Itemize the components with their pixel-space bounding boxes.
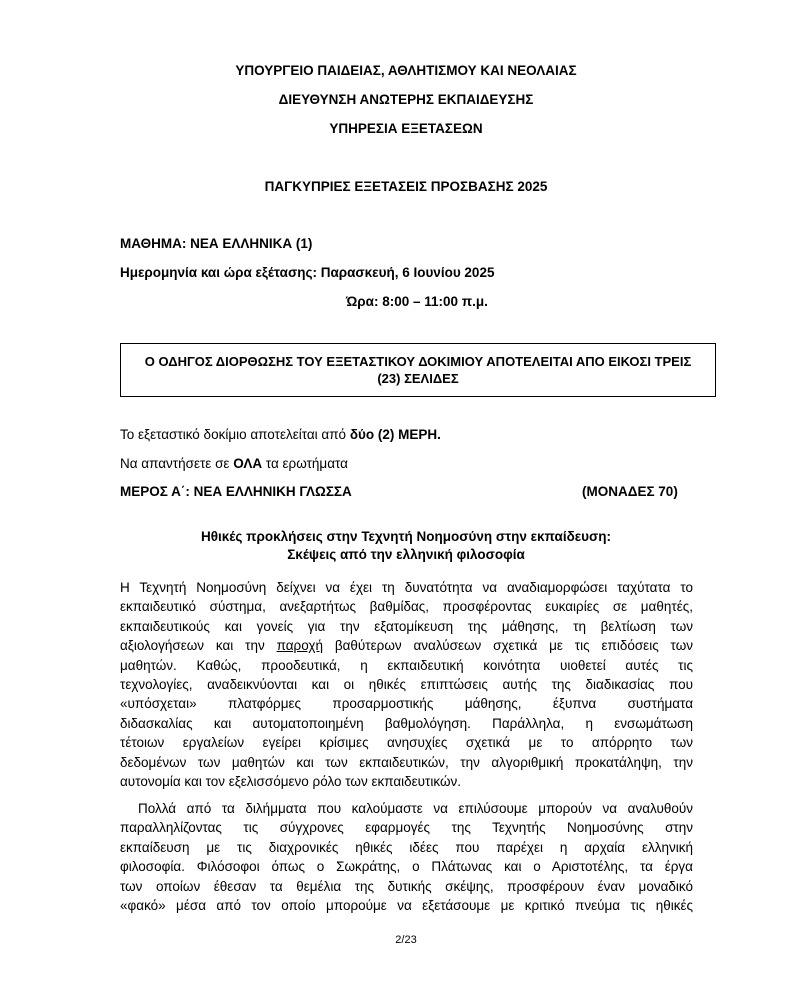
instruction-answer-all [120,456,348,471]
text-line: εκπαιδευτικό σύστημα, ανεξαρτήτως βαθμίδας, προσφέροντας ευκαιρίες σε μαθητές, [120,599,693,615]
exam-time-line: Ώρα: 8:00 – 11:00 π.μ. [346,294,488,309]
text-line: μαθητών. Καθώς, προοδευτικά, η εκπαιδευτική κοινότητα υιοθετεί αυτές τις [120,657,693,673]
instruction-parts-bold: δύο (2) ΜΕΡΗ. [349,427,441,442]
directorate-heading: ΔΙΕΥΘΥΝΣΗ ΑΝΩΤΕΡΗΣ ΕΚΠΑΙΔΕΥΣΗΣ [278,92,534,107]
part-a-marks: (ΜΟΝΑΔΕΣ 70) [582,484,678,499]
instruction-answer-bold: ΟΛΑ [233,456,263,471]
notice-box: Ο ΟΔΗΓΟΣ ΔΙΟΡΘΩΣΗΣ ΤΟΥ ΕΞΕΤΑΣΤΙΚΟΥ ΔΟΚΙΜΙΟΥ ΑΠΟΤΕΛΕΙΤΑΙ ΑΠΟ ΕΙΚΟΣΙ ΤΡΕΙΣ (23) ΣΕΛΙΔΕΣ [120,343,716,397]
text-line: «υπόσχεται» πλατφόρμες προσαρμοστικής μάθησης, έξυπνα συστήματα [120,696,693,712]
text-line: τεχνολογίες, αναδεικνύονται και οι ηθικές επιπτώσεις αυτής της διαδικασίας που [120,676,693,692]
instruction-answer-text: Να απαντήσετε σε [120,456,234,471]
text-line: «φακό» μέσα από τον οποίο μπορούμε να εξετάσουμε με κριτικό πνεύμα τις ηθικές [120,897,693,913]
instruction-parts [120,427,441,442]
text-line: Πολλά από τα διλήμματα που καλούμαστε να επιλύσουμε μπορούν να αναλυθούν [138,801,693,816]
part-a-title: ΜΕΡΟΣ Α΄: ΝΕΑ ΕΛΛΗΝΙΚΗ ΓΛΩΣΣΑ [120,484,352,499]
text-line: εκπαιδευτικούς και γονείς για την εξατομίκευση της μάθησης, τη βελτίωση των [120,618,693,634]
text-line: των οποίων έθεσαν τα θεμέλια της δυτικής σκέψης, προσφέρουν έναν μοναδικό [120,878,693,894]
text-line: δεδομένων των μαθητών και των εκπαιδευτικών, την αλγοριθμική προκατάληψη, την [120,754,693,770]
text-line: τέτοιων εργαλείων εγείρει κρίσιμες ανησυχίες σχετικά με το απόρρητο των [120,735,693,751]
text-line: αυτονομία και τον εξελισσόμενο ρόλο των εκπαιδευτικών. [120,773,462,789]
article-title-line2: Σκέψεις από την ελληνική φιλοσοφία [287,547,525,562]
ministry-heading: ΥΠΟΥΡΓΕΙΟ ΠΑΙΔΕΙΑΣ, ΑΘΛΗΤΙΣΜΟΥ ΚΑΙ ΝΕΟΛΑΙΑΣ [235,63,577,78]
exam-title: ΠΑΓΚΥΠΡΙΕΣ ΕΞΕΤΑΣΕΙΣ ΠΡΟΣΒΑΣΗΣ 2025 [264,179,548,194]
text-line: εκπαίδευση με τις διαχρονικές ηθικές ιδέες που παρέχει η αρχαία ελληνική [120,839,693,855]
service-heading: ΥΠΗΡΕΣΙΑ ΕΞΕΤΑΣΕΩΝ [329,121,483,136]
text-segment: αξιολογήσεων και την [120,638,277,654]
subject-line: ΜΑΘΗΜΑ: ΝΕΑ ΕΛΛΗΝΙΚΑ (1) [120,236,313,251]
underlined-word: παροχή [276,638,323,654]
article-title-line1: Ηθικές προκλήσεις στην Τεχνητή Νοημοσύνη στην εκπαίδευση: [200,529,612,544]
text-line: φιλοσοφία. Φιλόσοφοι όπως ο Σωκράτης, ο Πλάτωνας και ο Αριστοτέλης, τα έργα [120,859,693,875]
text-segment: βαθύτερων αναλύσεων σχετικά με τις επιδόσεις των [322,638,693,654]
article-paragraph-1 [120,578,693,791]
text-line [120,636,693,655]
text-line: παραλληλίζοντας τις σύγχρονες εφαρμογές της Τεχνητής Νοημοσύνης στην [120,820,693,836]
text-line: Η Τεχνητή Νοημοσύνη δείχνει να έχει τη δυνατότητα να αναδιαμορφώσει ταχύτατα το [120,580,693,595]
instruction-answer-suffix: τα ερωτήματα [262,456,348,471]
text-line: διδασκαλίας και αυτοματοποιημένη βαθμολόγηση. Παράλληλα, η ενσωμάτωση [120,715,693,731]
instruction-parts-text: Το εξεταστικό δοκίμιο αποτελείται από [120,427,350,442]
article-paragraph-2 [120,799,693,915]
page-number: 2/23 [395,934,417,946]
exam-date-line: Ημερομηνία και ώρα εξέτασης: Παρασκευή, 6 Ιουνίου 2025 [120,265,495,280]
